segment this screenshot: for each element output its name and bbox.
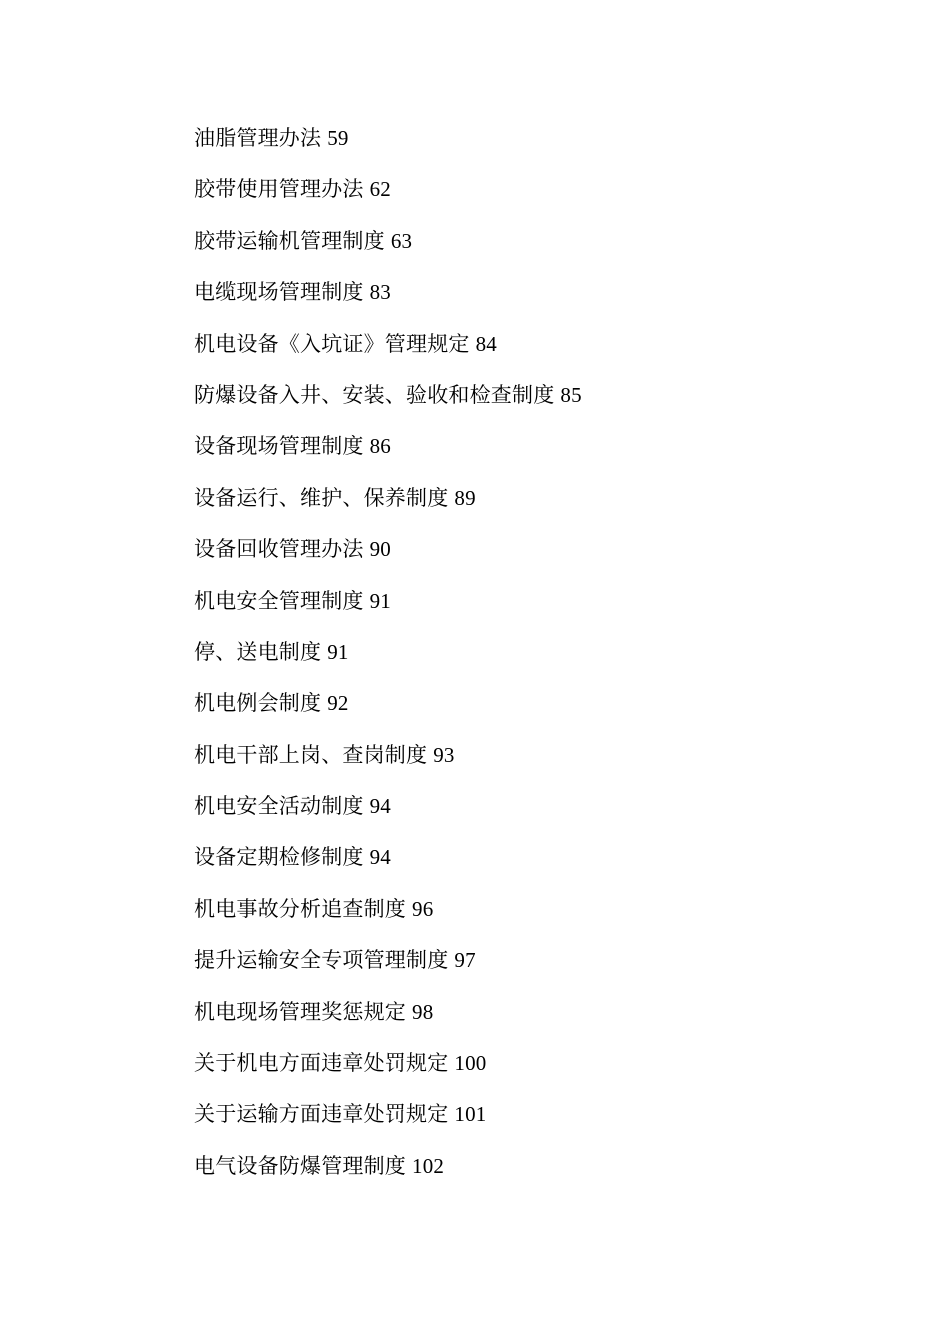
toc-entry-title: 机电例会制度 xyxy=(194,691,322,716)
toc-entry-title: 机电现场管理奖惩规定 xyxy=(194,999,406,1024)
toc-entry[interactable] xyxy=(194,735,582,786)
toc-entry[interactable] xyxy=(194,683,582,734)
toc-entry[interactable] xyxy=(194,992,582,1043)
toc-entry-title: 油脂管理办法 xyxy=(194,126,322,150)
toc-entry[interactable] xyxy=(194,221,582,272)
toc-entry-page: 86 xyxy=(369,434,392,459)
toc-entry[interactable] xyxy=(194,1043,582,1094)
toc-entry-title: 提升运输安全专项管理制度 xyxy=(194,948,449,973)
toc-entry-title: 防爆设备入井、安装、验收和检查制度 xyxy=(194,382,555,407)
toc-entry-title: 关于机电方面违章处罚规定 xyxy=(194,1051,449,1076)
toc-entry-title: 机电安全活动制度 xyxy=(194,794,364,819)
toc-entry-page: 59 xyxy=(327,126,349,150)
toc-entry-page: 94 xyxy=(369,845,392,870)
toc-entry[interactable] xyxy=(194,786,582,837)
toc-entry-title: 设备现场管理制度 xyxy=(194,434,364,459)
toc-entry-page: 62 xyxy=(369,177,392,202)
toc-entry[interactable] xyxy=(194,1094,582,1145)
toc-entry[interactable] xyxy=(194,889,582,940)
toc-entry-page: 96 xyxy=(412,896,434,921)
toc-entry[interactable] xyxy=(194,169,582,220)
toc-entry-page: 92 xyxy=(327,691,349,716)
toc-entry-title: 电缆现场管理制度 xyxy=(194,280,364,305)
toc-entry-title: 机电设备《入坑证》管理规定 xyxy=(194,331,470,356)
toc-entry[interactable] xyxy=(194,1146,582,1197)
toc-entry[interactable] xyxy=(194,272,582,323)
toc-entry-page: 89 xyxy=(454,485,476,510)
toc-entry-page: 91 xyxy=(369,588,392,613)
toc-entry[interactable] xyxy=(194,118,582,169)
toc-entry-page: 83 xyxy=(369,280,392,305)
toc-entry-page: 98 xyxy=(412,999,434,1024)
toc-entry[interactable] xyxy=(194,324,582,375)
toc-entry[interactable] xyxy=(194,375,582,426)
toc-entry-title: 设备运行、维护、保养制度 xyxy=(194,485,449,510)
toc-entry[interactable] xyxy=(194,529,582,580)
toc-entry[interactable] xyxy=(194,426,582,477)
toc-entry-page: 63 xyxy=(390,228,413,253)
toc-entry[interactable] xyxy=(194,632,582,683)
toc-entry-title: 停、送电制度 xyxy=(194,639,322,664)
toc-entry-page: 94 xyxy=(369,794,392,819)
toc-entry[interactable] xyxy=(194,940,582,991)
toc-entry-title: 机电干部上岗、查岗制度 xyxy=(194,742,428,767)
toc-entry-title: 机电事故分析追查制度 xyxy=(194,896,406,921)
toc-entry-title: 关于运输方面违章处罚规定 xyxy=(194,1102,449,1127)
toc-entry[interactable] xyxy=(194,837,582,888)
toc-entry-page: 90 xyxy=(369,537,392,562)
toc-entry-title: 电气设备防爆管理制度 xyxy=(194,1153,406,1178)
toc-entry-title: 机电安全管理制度 xyxy=(194,588,364,613)
toc-entry-title: 设备回收管理办法 xyxy=(194,537,364,562)
toc-entry-title: 设备定期检修制度 xyxy=(194,845,364,870)
toc-entry-title: 胶带运输机管理制度 xyxy=(194,228,385,253)
toc-entry-page: 102 xyxy=(412,1153,445,1178)
toc-entry-page: 93 xyxy=(433,742,455,767)
toc-entry[interactable] xyxy=(194,581,582,632)
toc-entry-page: 85 xyxy=(560,382,582,407)
toc-entry-page: 84 xyxy=(475,331,498,356)
toc-entry-page: 100 xyxy=(454,1051,487,1076)
toc-entry-title: 胶带使用管理办法 xyxy=(194,177,364,202)
toc-entry-page: 101 xyxy=(454,1102,487,1127)
toc-entry-page: 91 xyxy=(327,639,349,664)
toc-entry[interactable] xyxy=(194,478,582,529)
table-of-contents xyxy=(194,118,582,1197)
toc-entry-page: 97 xyxy=(454,948,476,973)
